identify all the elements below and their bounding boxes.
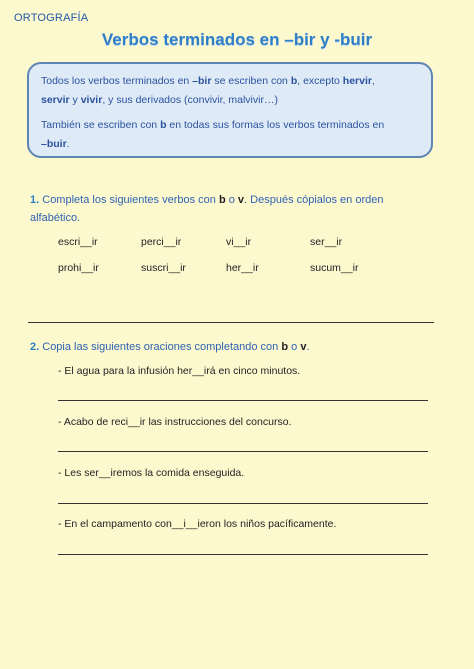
answer-line[interactable] — [58, 451, 428, 452]
category-label: ORTOGRAFÍA — [14, 12, 89, 24]
verb-blank[interactable]: ser__ir — [310, 236, 343, 248]
answer-line[interactable] — [28, 322, 434, 323]
rule-paragraph-1: Todos los verbos terminados en –bir se escriben con b, excepto hervir, servir y vivir, y sus derivados (convivir, malvivir…) — [41, 75, 375, 106]
rule-box — [27, 62, 433, 158]
answer-line[interactable] — [58, 503, 428, 504]
verb-blank[interactable]: sucum__ir — [310, 262, 359, 274]
verb-blank[interactable]: suscri__ir — [141, 262, 186, 274]
verb-blank[interactable]: escri__ir — [58, 236, 98, 248]
verb-blank[interactable]: her__ir — [226, 262, 259, 274]
sentence-item: - Les ser__iremos la comida enseguida. — [58, 467, 245, 479]
sentence-item: - El agua para la infusión her__irá en cinco minutos. — [58, 365, 301, 377]
verb-blank[interactable]: perci__ir — [141, 236, 182, 248]
answer-line[interactable] — [58, 554, 428, 555]
rule-paragraph-2: También se escriben con b en todas sus formas los verbos terminados en –buir. — [41, 119, 385, 150]
answer-line[interactable] — [58, 400, 428, 401]
verb-blank[interactable]: prohi__ir — [58, 262, 99, 274]
page-title: Verbos terminados en –bir y -buir — [101, 30, 373, 49]
exercise-2-instructions: 2. Copia las siguientes oraciones completando con b o v. — [30, 341, 310, 353]
exercise-1-instructions: 1. Completa los siguientes verbos con b o v. Después cópialos en orden alfabético. — [30, 194, 384, 224]
verb-blank[interactable]: vi__ir — [226, 236, 252, 248]
sentence-item: - Acabo de reci__ir las instrucciones del concurso. — [58, 416, 292, 428]
sentence-item: - En el campamento con__i__ieron los niños pacíficamente. — [58, 518, 337, 530]
